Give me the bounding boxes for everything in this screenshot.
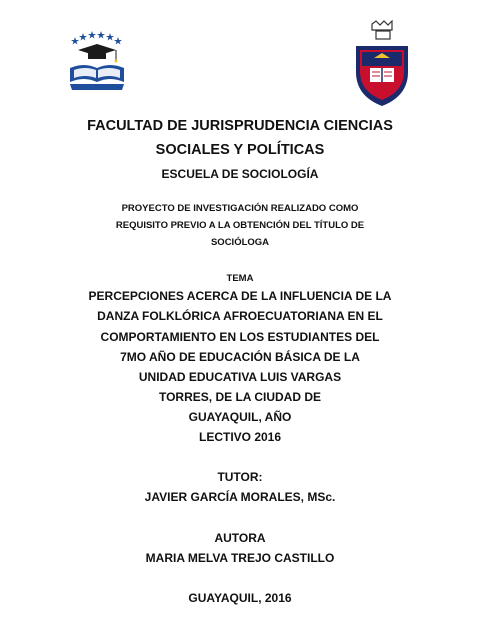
project-line-1: PROYECTO DE INVESTIGACIÓN REALIZADO COMO [121,203,359,214]
place-date: GUAYAQUIL, 2016 [188,591,292,605]
project-line-2: REQUISITO PREVIO A LA OBTENCIÓN DEL TÍTULO DE [115,220,365,231]
topic-line: LECTIVO 2016 [198,430,282,444]
topic-line: TORRES, DE LA CIUDAD DE [158,390,321,404]
tutor-label: TUTOR: [217,470,263,484]
university-book-stars-emblem-icon [66,30,128,96]
topic-line: COMPORTAMIENTO EN LOS ESTUDIANTES DEL [100,330,380,344]
author-label: AUTORA [214,531,266,545]
faculty-line-2: SOCIALES Y POLÍTICAS [155,142,325,158]
author-name: MARIA MELVA TREJO CASTILLO [145,551,335,565]
tutor-name: JAVIER GARCÍA MORALES, MSc. [144,490,336,504]
topic-line: 7MO AÑO DE EDUCACIÓN BÁSICA DE LA [120,350,360,364]
topic-line: UNIDAD EDUCATIVA LUIS VARGAS [138,370,342,384]
topic-label: TEMA [226,273,254,284]
school-name: ESCUELA DE SOCIOLOGÍA [161,167,319,181]
faculty-line-1: FACULTAD DE JURISPRUDENCIA CIENCIAS [87,118,393,134]
topic-line: DANZA FOLKLÓRICA AFROECUATORIANA EN EL [97,309,383,323]
topic-line: PERCEPCIONES ACERCA DE LA INFLUENCIA DE LA [88,289,392,303]
topic-line: GUAYAQUIL, AÑO [188,410,292,424]
project-line-3: SOCIÓLOGA [210,237,270,248]
faculty-shield-crest-icon [350,20,414,110]
